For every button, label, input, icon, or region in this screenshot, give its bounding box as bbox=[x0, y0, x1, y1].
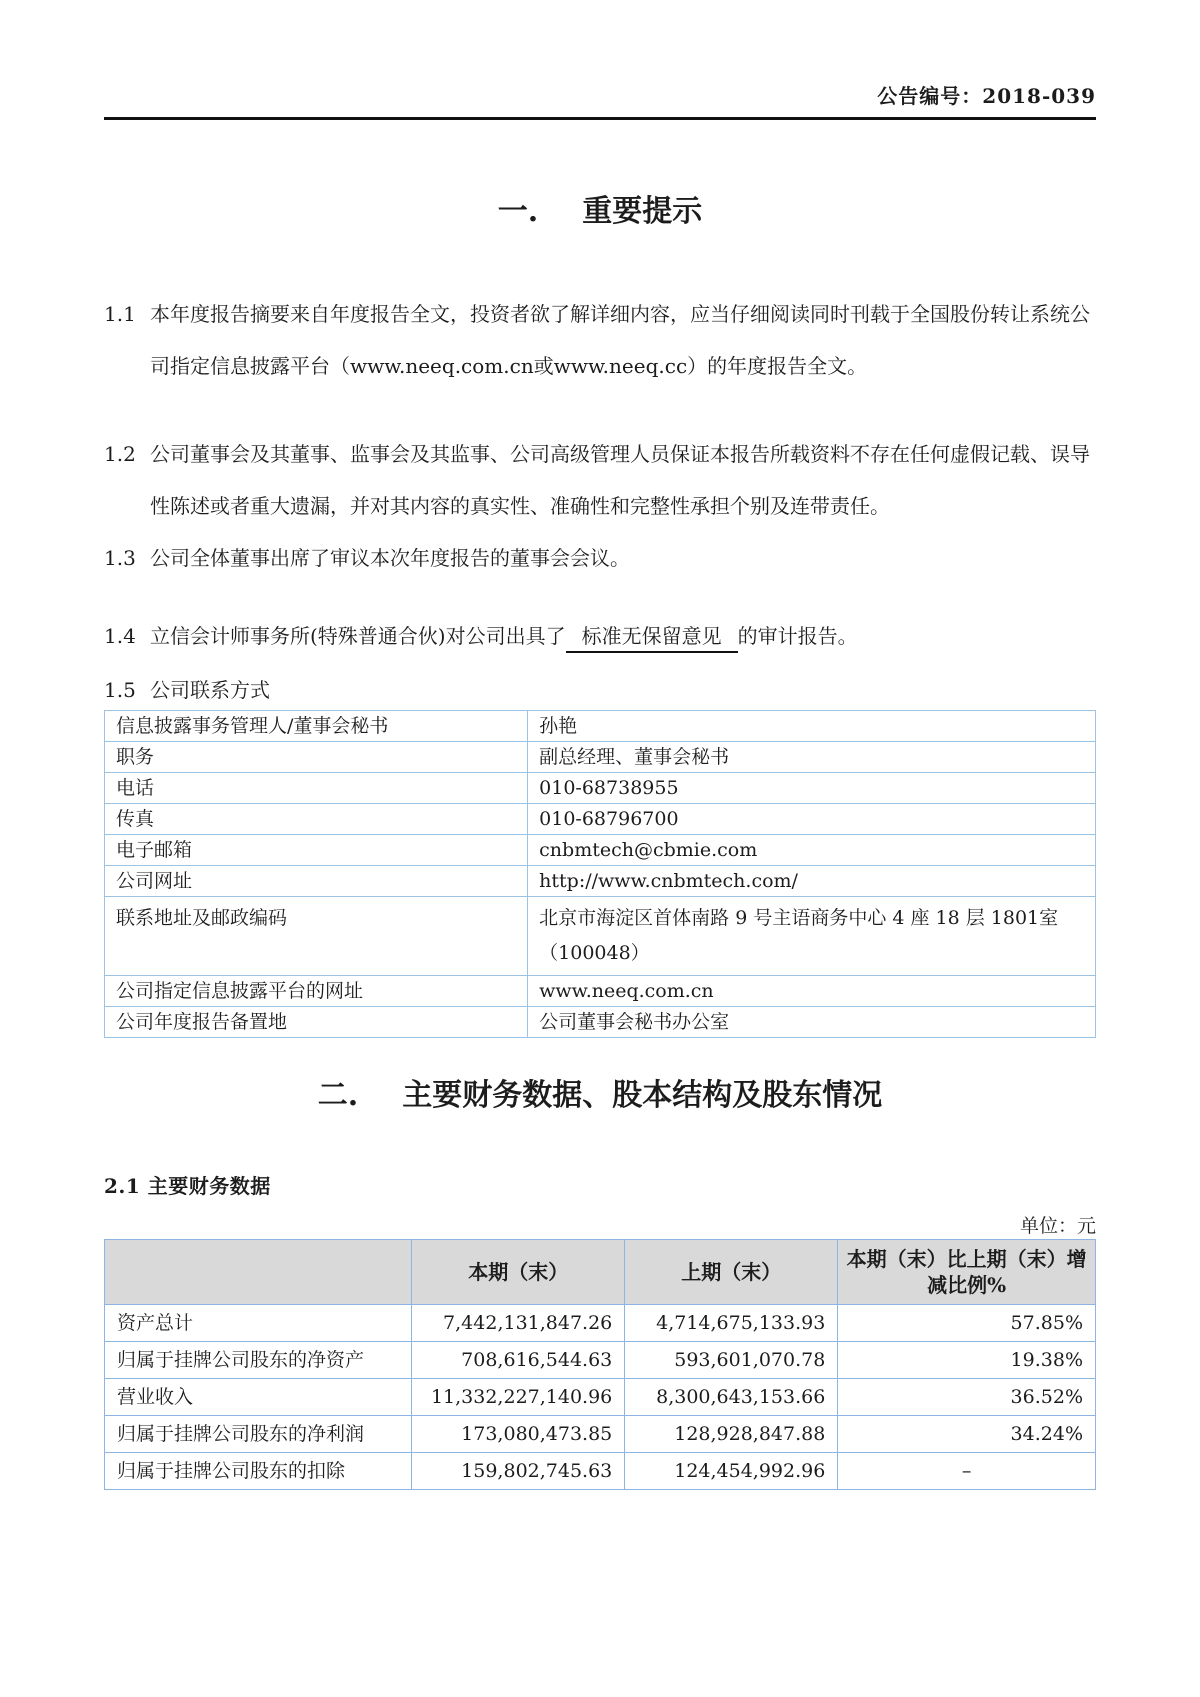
fin-row bbox=[105, 1342, 1096, 1379]
item-1-2 bbox=[104, 428, 1096, 532]
fin-label-cell: 资产总计 bbox=[105, 1305, 412, 1342]
contact-label-cell: 信息披露事务管理人/董事会秘书 bbox=[105, 711, 528, 742]
fin-prior-cell: 4,714,675,133.93 bbox=[625, 1305, 838, 1342]
fin-change-cell: 34.24% bbox=[838, 1416, 1096, 1453]
contact-table bbox=[104, 710, 1096, 1038]
announcement-number: 公告编号：2018-039 bbox=[877, 84, 1096, 108]
item-text: 公司全体董事出席了审议本次年度报告的董事会会议。 bbox=[150, 546, 630, 570]
financial-table bbox=[104, 1239, 1096, 1490]
contact-label-cell: 公司网址 bbox=[105, 866, 528, 897]
contact-row bbox=[105, 1007, 1096, 1038]
fin-change-cell: 36.52% bbox=[838, 1379, 1096, 1416]
contact-value-cell: http://www.cnbmtech.com/ bbox=[528, 866, 1096, 897]
contact-value-cell: 公司董事会秘书办公室 bbox=[528, 1007, 1096, 1038]
section1-number: 一. bbox=[497, 194, 539, 229]
fin-label-cell: 营业收入 bbox=[105, 1379, 412, 1416]
contact-label-cell: 电子邮箱 bbox=[105, 835, 528, 866]
fin-header-prior: 上期（末） bbox=[625, 1240, 838, 1305]
item-1-1 bbox=[104, 288, 1096, 392]
item-text: 本年度报告摘要来自年度报告全文，投资者欲了解详细内容，应当仔细阅读同时刊载于全国股份转让系统公司指定信息披露平台（www.neeq.com.cn或www.neeq.cc）的年度报告全文。 bbox=[150, 302, 1090, 378]
contact-row bbox=[105, 804, 1096, 835]
underlined-audit-opinion: 标准无保留意见 bbox=[566, 621, 738, 653]
contact-label-cell: 电话 bbox=[105, 773, 528, 804]
fin-change-cell: 57.85% bbox=[838, 1305, 1096, 1342]
contact-value-cell: 孙艳 bbox=[528, 711, 1096, 742]
contact-value-cell: 副总经理、董事会秘书 bbox=[528, 742, 1096, 773]
fin-current-cell: 173,080,473.85 bbox=[412, 1416, 625, 1453]
item-text: 公司董事会及其董事、监事会及其监事、公司高级管理人员保证本报告所载资料不存在任何虚假记载、误导性陈述或者重大遗漏，并对其内容的真实性、准确性和完整性承担个别及连带责任。 bbox=[150, 442, 1090, 518]
section2-number: 二. bbox=[317, 1078, 359, 1113]
contact-row bbox=[105, 773, 1096, 804]
item-1-3 bbox=[104, 532, 1096, 584]
audit-text-before: 立信会计师事务所(特殊普通合伙)对公司出具了 bbox=[150, 624, 566, 648]
fin-current-cell: 159,802,745.63 bbox=[412, 1453, 625, 1490]
contact-value-cell: 北京市海淀区首体南路 9 号主语商务中心 4 座 18 层 1801室（100048） bbox=[528, 897, 1096, 976]
subsection-2-1-heading: 2.1 主要财务数据 bbox=[104, 1174, 271, 1198]
contact-label-cell: 公司指定信息披露平台的网址 bbox=[105, 976, 528, 1007]
fin-prior-cell: 128,928,847.88 bbox=[625, 1416, 838, 1453]
item-1-4 bbox=[104, 610, 1096, 662]
fin-label-cell: 归属于挂牌公司股东的扣除 bbox=[105, 1453, 412, 1490]
fin-label-cell: 归属于挂牌公司股东的净资产 bbox=[105, 1342, 412, 1379]
item-1-5 bbox=[104, 672, 1096, 708]
fin-header-blank bbox=[105, 1240, 412, 1305]
item-number: 1.1 bbox=[104, 302, 136, 326]
fin-row bbox=[105, 1453, 1096, 1490]
fin-label-cell: 归属于挂牌公司股东的净利润 bbox=[105, 1416, 412, 1453]
section2-heading bbox=[104, 1074, 1096, 1118]
fin-change-cell: 19.38% bbox=[838, 1342, 1096, 1379]
fin-prior-cell: 8,300,643,153.66 bbox=[625, 1379, 838, 1416]
item-text bbox=[150, 610, 1096, 662]
section1-title: 重要提示 bbox=[582, 194, 703, 229]
financial-header-row bbox=[105, 1240, 1096, 1305]
contact-value-cell: 010-68738955 bbox=[528, 773, 1096, 804]
contact-row bbox=[105, 897, 1096, 976]
header-rule bbox=[104, 117, 1096, 120]
item-text: 公司联系方式 bbox=[150, 678, 270, 702]
item-number: 1.2 bbox=[104, 442, 136, 466]
item-number: 1.5 bbox=[104, 678, 136, 702]
fin-current-cell: 7,442,131,847.26 bbox=[412, 1305, 625, 1342]
fin-change-cell: – bbox=[838, 1453, 1096, 1490]
section1-heading bbox=[104, 190, 1096, 234]
fin-prior-cell: 593,601,070.78 bbox=[625, 1342, 838, 1379]
contact-row bbox=[105, 742, 1096, 773]
contact-label-cell: 职务 bbox=[105, 742, 528, 773]
fin-row bbox=[105, 1305, 1096, 1342]
item-number: 1.3 bbox=[104, 546, 136, 570]
contact-label-cell: 传真 bbox=[105, 804, 528, 835]
contact-row bbox=[105, 976, 1096, 1007]
contact-label-cell: 公司年度报告备置地 bbox=[105, 1007, 528, 1038]
section2-title: 主要财务数据、股本结构及股东情况 bbox=[402, 1078, 883, 1113]
contact-value-cell: 010-68796700 bbox=[528, 804, 1096, 835]
fin-row bbox=[105, 1416, 1096, 1453]
contact-value-cell: www.neeq.com.cn bbox=[528, 976, 1096, 1007]
fin-header-change: 本期（末）比上期（末）增减比例% bbox=[838, 1240, 1096, 1305]
item-number: 1.4 bbox=[104, 624, 136, 648]
contact-value-cell: cnbmtech@cbmie.com bbox=[528, 835, 1096, 866]
fin-current-cell: 708,616,544.63 bbox=[412, 1342, 625, 1379]
unit-label: 单位：元 bbox=[1019, 1215, 1096, 1237]
contact-label-cell: 联系地址及邮政编码 bbox=[105, 897, 528, 976]
fin-header-current: 本期（末） bbox=[412, 1240, 625, 1305]
audit-text-after: 的审计报告。 bbox=[737, 624, 858, 648]
fin-row bbox=[105, 1379, 1096, 1416]
fin-prior-cell: 124,454,992.96 bbox=[625, 1453, 838, 1490]
contact-row bbox=[105, 835, 1096, 866]
contact-row bbox=[105, 711, 1096, 742]
contact-row bbox=[105, 866, 1096, 897]
fin-current-cell: 11,332,227,140.96 bbox=[412, 1379, 625, 1416]
